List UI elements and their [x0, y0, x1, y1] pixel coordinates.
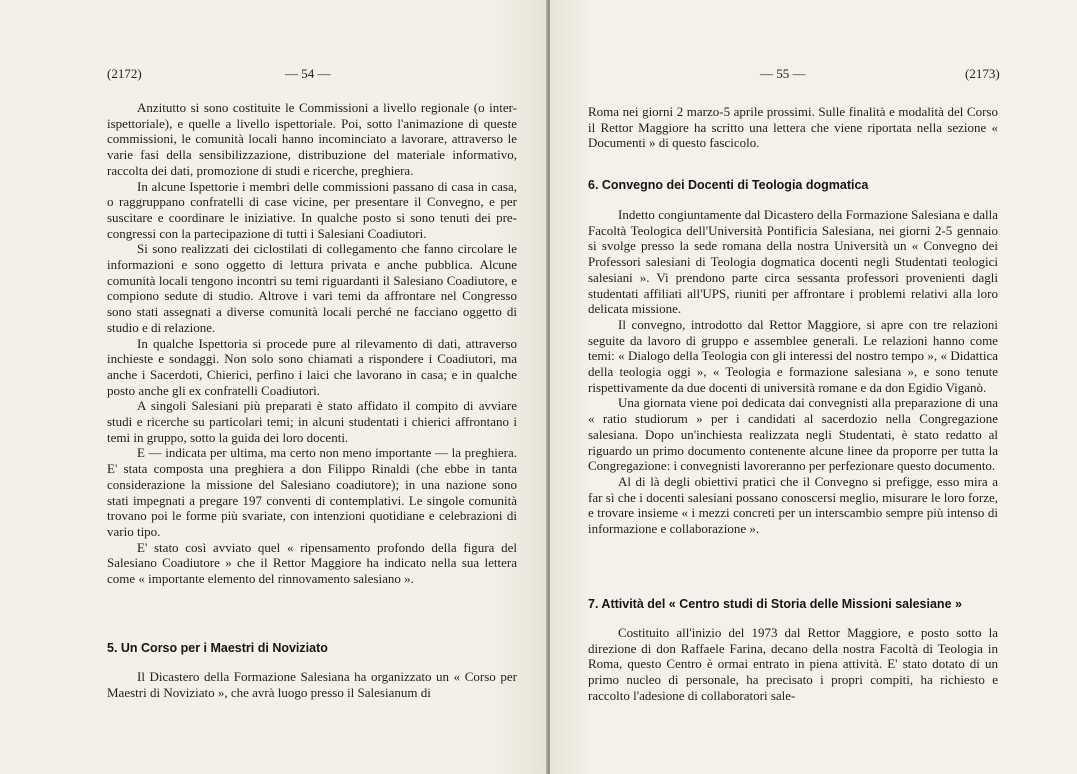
paragraph: Anzitutto si sono costituite le Commissioni a livello regionale (o inter-ispettoriale), e quelle a livello ispettoriale. Poi, sotto l'animazione di queste commissioni, le comunità locali hanno incominciato a lavorare, attraverso le varie fasi della sensibilizzazione, distribuzione del materiale informativo, raccolta dei dati, promozione di studi e ricerche, preghiera.	[107, 100, 517, 178]
paragraph: Indetto congiuntamente dal Dicastero della Formazione Salesiana e dalla Facoltà Teologica dell'Università Pontificia Salesiana, nei giorni 2-5 gennaio si svolge presso la sede romana della nostra Università un « Convegno dei Professori salesiani di Teologia dogmatica docenti negli Studentati teologici salesiani ». Vi prendono parte circa sessanta professori provenienti dagli studentati affiliati all'UPS, riuniti per affrontare i problemi relativi alla loro delicata missione.	[588, 207, 998, 317]
paragraph: E' stato così avviato quel « ripensamento profondo della figura del Salesiano Coadiutore » che il Rettor Maggiore ha indicato nella sua lettera come « importante elemento del rinnovamento salesiano ».	[107, 539, 517, 587]
section-5-body	[107, 669, 517, 700]
paragraph: Si sono realizzati dei ciclostilati di collegamento che fanno circolare le informazioni e sono oggetto di lettura privata e anche pubblica. Alcune comunità locali tengono incontri su temi riguardanti il Salesiano Coadiutore, e compiono sedute di studio. Altrove i vari temi da affrontare nel Congresso sono stati assegnati a diverse comunità locali perché ne facciano oggetto di studio e di relazione.	[107, 241, 517, 335]
paragraph: Al di là degli obiettivi pratici che il Convegno si prefigge, esso mira a far sì che i docenti salesiani possano conoscersi meglio, misurare le loro forze, e trovare insieme « i mezzi concreti per un interscambio sempre più intenso di informazione e collaborazione ».	[588, 473, 998, 537]
paragraph: In alcune Ispettorie i membri delle commissioni passano di casa in casa, o raggruppano confratelli di case vicine, per presentare il Convegno, e per suscitare e coordinare le iniziative. In qualche posto si sono tenuti dei pre-congressi con la partecipazione di tutti i Salesiani Coadiutori.	[107, 178, 517, 241]
paragraph: Una giornata viene poi dedicata dai convegnisti alla preparazione di una « ratio studiorum » per i candidati al sacerdozio nella Congregazione salesiana. Dopo un'inchiesta realizzata negli Studentati, è stato redatto al riguardo un primo documento contenente alcune linee da proporre per tutta la Congregazione: i convegnisti lavoreranno per perfezionare questo documento.	[588, 395, 998, 474]
section-6-body	[588, 207, 998, 537]
section-7-body	[588, 625, 998, 704]
paragraph: A singoli Salesiani più preparati è stato affidato il compito di avviare studi e ricerche su particolari temi; in alcuni studentati i chierici affrontano i temi in gruppo, sotto la guida dei loro docenti.	[107, 398, 517, 445]
paragraph: Costituito all'inizio del 1973 dal Rettor Maggiore, e posto sotto la direzione di don Raffaele Farina, decano della nostra Facoltà di Teologia in Roma, questo Centro è ormai entrato in piena attività. E' stato dotato di un primo nucleo di personale, ha precisato i propri compiti, ha richiesto e raccolto l'adesione di collaboratori sale-	[588, 625, 998, 703]
left-body-text	[107, 100, 517, 587]
paragraph: Il convegno, introdotto dal Rettor Maggiore, si apre con tre relazioni seguite da lavoro di gruppo e assemblee generali. Le relazioni hanno come temi: « Dialogo della Teologia con gli interessi del nostro tempo », « Didattica della teologia oggi », « Teologia e formazione salesiana », e sono tenute rispettivamente da due docenti di università romane e da don Egidio Viganò.	[588, 316, 998, 395]
section-6-heading: 6. Convegno dei Docenti di Teologia dogmatica	[588, 178, 869, 192]
paragraph: Il Dicastero della Formazione Salesiana ha organizzato un « Corso per Maestri di Noviziato », che avrà luogo presso il Salesianum di	[107, 669, 517, 700]
page-number-right: — 55 —	[760, 66, 806, 81]
page-number-left: — 54 —	[285, 66, 331, 81]
right-intro-text	[588, 104, 998, 151]
page-number-bracket-right: (2173)	[965, 66, 1000, 81]
paragraph: In qualche Ispettoria si procede pure al rilevamento di dati, attraverso inchieste e sondaggi. Non solo sono chiamati a rispondere i Coadiutori, ma anche i Sacerdoti, Chierici, perfino i laici che lavorano in casa; e in qualche posto anche gli ex confratelli Coadiutori.	[107, 335, 517, 398]
paragraph: E — indicata per ultima, ma certo non meno importante — la preghiera. E' stata composta una preghiera a don Filippo Rinaldi (che ebbe in tanta considerazione la missione del Salesiano coadiutore); in una nazione sono stati impegnati a pregare 197 conventi di contemplativi. Le singole comunità trovano poi le forme più svariate, con intenzioni quotidiane e celebrazioni di vario tipo.	[107, 445, 517, 539]
section-5-heading: 5. Un Corso per i Maestri di Noviziato	[107, 641, 328, 655]
page-number-bracket-left: (2172)	[107, 66, 142, 81]
section-7-heading: 7. Attività del « Centro studi di Storia delle Missioni salesiane »	[588, 597, 962, 611]
right-page	[550, 0, 1077, 774]
paragraph: Roma nei giorni 2 marzo-5 aprile prossimi. Sulle finalità e modalità del Corso il Rettor Maggiore ha scritto una lettera che viene riportata nella sezione « Documenti » di questo fascicolo.	[588, 104, 998, 151]
